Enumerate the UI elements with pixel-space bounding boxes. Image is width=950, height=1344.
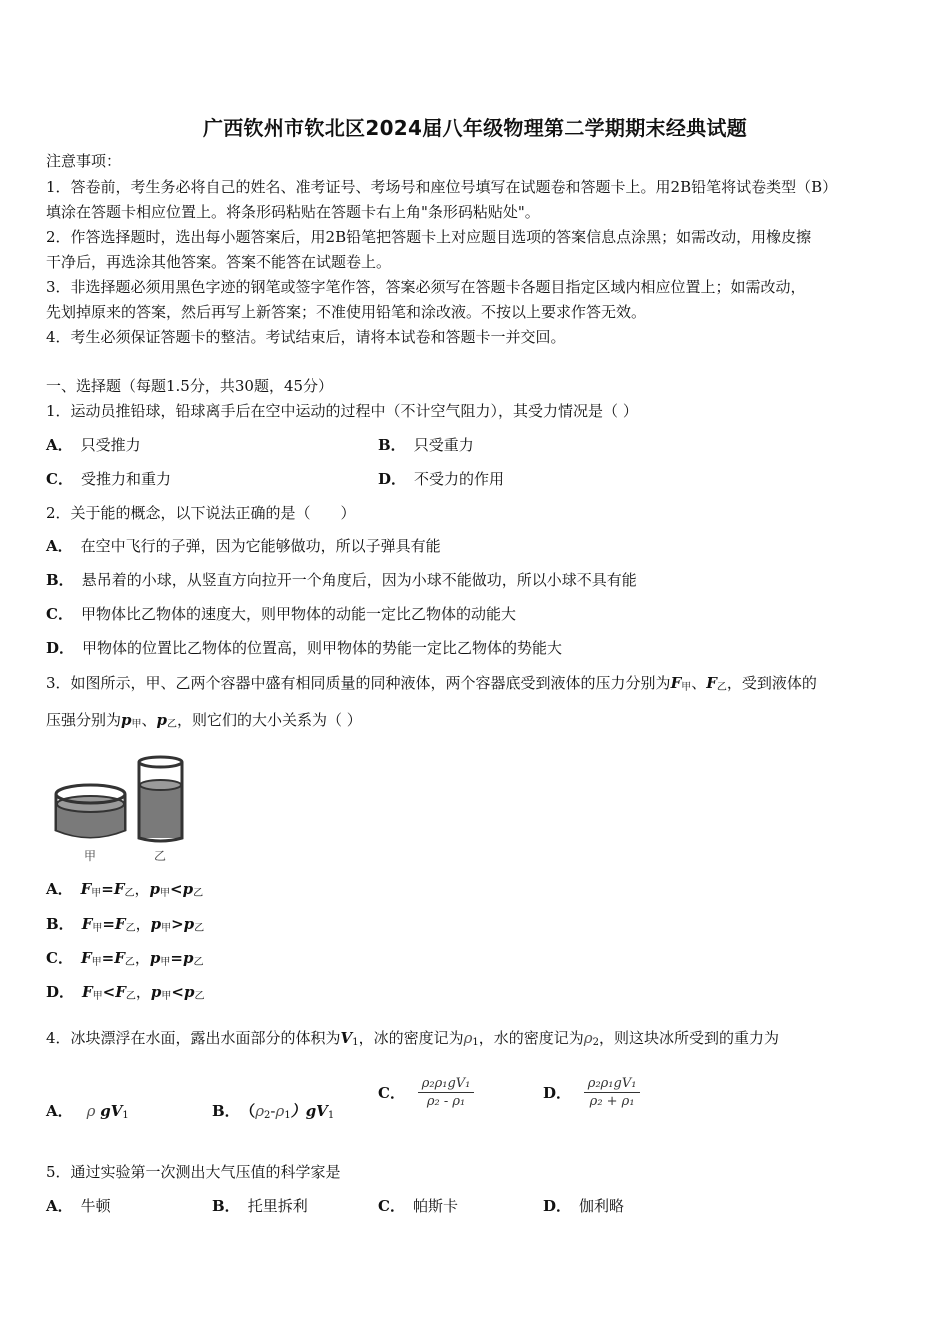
question-3-stem-line1: 3．如图所示，甲、乙两个容器中盛有相同质量的同种液体，两个容器底受到液体的压力分别为$F_甲$、$F_乙$，受到液体的 <box>46 674 817 693</box>
notice-line: 4．考生必须保证答题卡的整洁。考试结束后，请将本试卷和答题卡一并交回。 <box>46 328 566 346</box>
q1-option-b: B． 只受重力 <box>378 436 474 454</box>
q1-option-d: D． 不受力的作用 <box>378 470 505 488</box>
notice-heading: 注意事项： <box>46 152 122 170</box>
q4-option-a: A． ρ $gV_1$ <box>46 1102 129 1121</box>
q2-option-c: C． 甲物体比乙物体的速度大，则甲物体的动能一定比乙物体的动能大 <box>46 605 516 623</box>
q3-option-a: A． $F_甲=F_乙$，$p_甲<p_乙$ <box>46 880 204 899</box>
q3-option-c: C． $F_甲=F_乙$，$p_甲=p_乙$ <box>46 949 204 968</box>
q4-option-b: B． $(\rho_2-\rho_1)gV_1$ <box>212 1102 335 1121</box>
question-2-stem: 2．关于能的概念，以下说法正确的是（ ） <box>46 504 356 522</box>
notice-line: 3．非选择题必须用黑色字迹的钢笔或签字笔作答，答案必须写在答题卡各题目指定区域内相应位置上；如需改动， <box>46 278 806 296</box>
q2-option-a: A． 在空中飞行的子弹，因为它能够做功，所以子弹具有能 <box>46 537 441 555</box>
fig-label-jia: 甲 <box>83 849 97 863</box>
q5-option-d: D． 伽利略 <box>543 1197 625 1215</box>
notice-line: 1．答卷前，考生务必将自己的姓名、准考证号、考场号和座位号填写在试题卷和答题卡上。用2B铅笔将试卷类型（B） <box>46 178 838 196</box>
q3-option-b: B． $F_甲=F_乙$，$p_甲>p_乙$ <box>46 915 205 934</box>
section-heading: 一、选择题（每题1.5分，共30题，45分） <box>46 377 334 395</box>
q4-option-d: D． $\frac{\text{ρ₂ρ₁gV₁}}{\text{ρ₂ + ρ₁}}$ <box>543 1076 640 1109</box>
q5-option-c: C． 帕斯卡 <box>378 1197 458 1215</box>
notice-line: 先划掉原来的答案，然后再写上新答案；不准使用铅笔和涂改液。不按以上要求作答无效。 <box>46 303 647 321</box>
q5-option-a: A． 牛顿 <box>46 1197 111 1215</box>
containers-figure <box>48 752 198 867</box>
q1-option-a: A． 只受推力 <box>46 436 141 454</box>
question-4-stem: 4．冰块漂浮在水面，露出水面部分的体积为$V_1$，冰的密度记为$\rho_1$，水的密度记为$\rho_2$，则这块冰所受到的重力为 <box>46 1029 780 1048</box>
q2-option-d: D． 甲物体的位置比乙物体的位置高，则甲物体的势能一定比乙物体的势能大 <box>46 639 563 657</box>
notice-line: 填涂在答题卡相应位置上。将条形码粘贴在答题卡右上角"条形码粘贴处"。 <box>46 203 540 221</box>
notice-line: 干净后，再选涂其他答案。答案不能答在试题卷上。 <box>46 253 392 271</box>
q5-option-b: B． 托里拆利 <box>212 1197 308 1215</box>
question-1-stem: 1．运动员推铅球，铅球离手后在空中运动的过程中（不计空气阻力），其受力情况是（ ） <box>46 402 638 420</box>
page-title: 广西钦州市钦北区2024届八年级物理第二学期期末经典试题 <box>202 116 748 140</box>
container-yi <box>139 757 182 841</box>
container-jia <box>56 785 125 837</box>
question-3-stem-line2: 压强分别为$p_甲$、$p_乙$，则它们的大小关系为（ ） <box>46 711 362 730</box>
q3-option-d: D． $F_甲<F_乙$，$p_甲<p_乙$ <box>46 983 205 1002</box>
q4-option-c: C． $\frac{\text{ρ₂ρ₁gV₁}}{\text{ρ₂ - ρ₁}}$ <box>378 1076 474 1109</box>
fraction-c: $\frac{\text{ρ₂ρ₁gV₁}}{\text{ρ₂ - ρ₁}}$ <box>418 1076 475 1109</box>
q1-option-c: C． 受推力和重力 <box>46 470 171 488</box>
notice-line: 2．作答选择题时，选出每小题答案后，用2B铅笔把答题卡上对应题目选项的答案信息点涂黑；如需改动，用橡皮擦 <box>46 228 812 246</box>
q2-option-b: B． 悬吊着的小球，从竖直方向拉开一个角度后，因为小球不能做功，所以小球不具有能 <box>46 571 637 589</box>
fraction-d: $\frac{\text{ρ₂ρ₁gV₁}}{\text{ρ₂ + ρ₁}}$ <box>584 1076 641 1109</box>
fig-label-yi: 乙 <box>153 849 167 863</box>
question-5-stem: 5．通过实验第一次测出大气压值的科学家是 <box>46 1163 341 1181</box>
